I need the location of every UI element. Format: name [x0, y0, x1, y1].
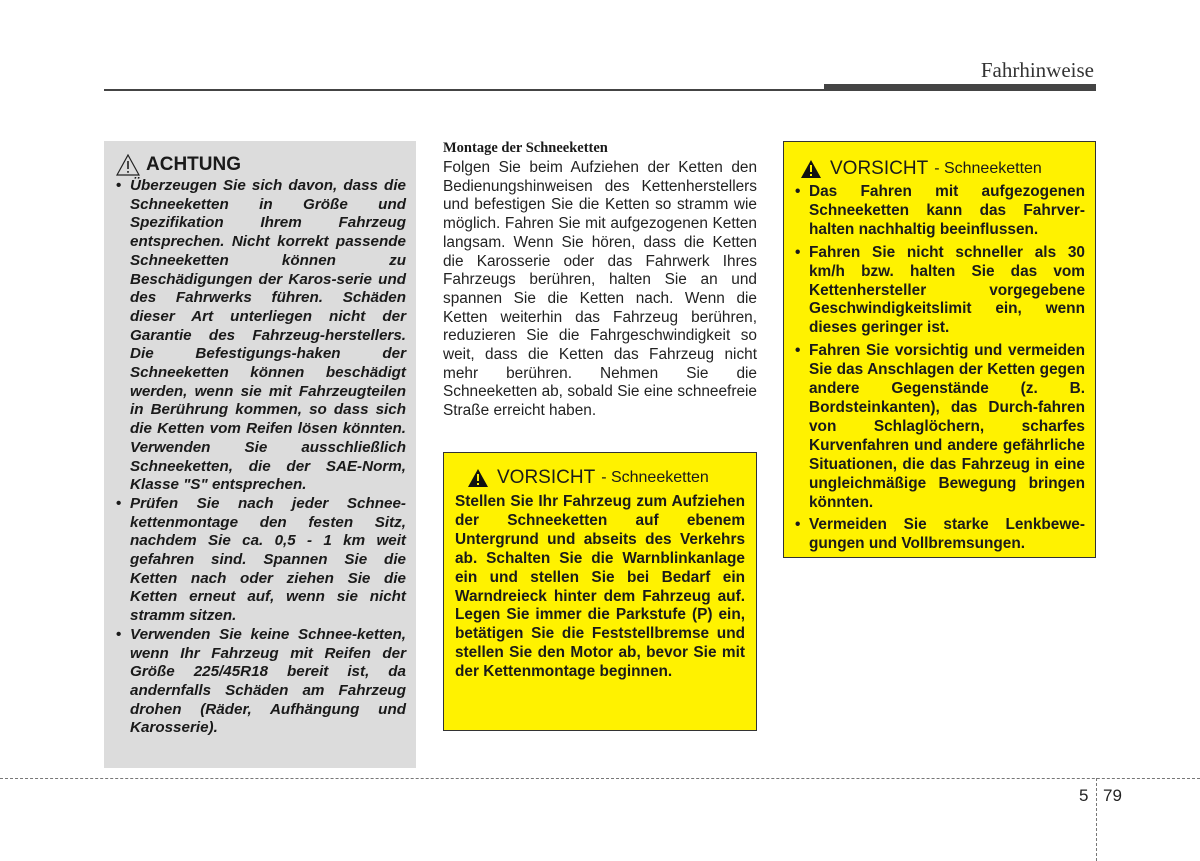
achtung-list — [114, 177, 406, 738]
vorsicht-box-mid — [443, 452, 757, 731]
vorsicht-heading — [800, 158, 1085, 180]
vorsicht-heading — [467, 467, 745, 489]
vorsicht-text: Stellen Sie Ihr Fahrzeug zum Aufziehen der Schneeketten auf ebenem Untergrund und abseits des Verkehrs ab. Schalten Sie die Warnblinkanlage ein und stellen Sie bei Bedarf ein Warndreieck hinter dem Fahrzeug auf. Legen Sie immer die Parkstufe (P) ein, betätigen Sie die Feststellbremse und stellen Sie den Motor ab, bevor Sie mit der Kettenmontage beginnen. — [455, 493, 745, 681]
warning-triangle-icon — [467, 468, 489, 488]
vorsicht-item: • Fahren Sie nicht schneller als 30 km/h bzw. halten Sie das vom Kettenhersteller vorgegebene Geschwindigkeitslimit ein, wenn dieses geringer ist. — [792, 244, 1085, 339]
header-title: Fahrhinweise — [980, 58, 1094, 82]
montage-body: Folgen Sie beim Aufziehen der Ketten den Bedienungshinweisen des Kettenherstellers und befestigen Sie die Ketten so stramm wie möglich. Fahren Sie mit aufgezogenen Ketten langsam. Wenn Sie hören, dass die Ketten die Karosserie oder das Fahrwerk Ihres Fahrzeugs berühren, halten Sie an und spannen Sie die Ketten nach. Wenn die Ketten weiterhin das Fahrzeug berühren, reduzieren Sie die Fahrgeschwindigkeit so weit, dass die Ketten das Fahrzeug nicht mehr berühren. Nehmen Sie die Schneeketten ab, sobald Sie eine schneefreie Straße erreicht haben. — [443, 159, 757, 420]
vorsicht-item: • Das Fahren mit aufgezogenen Schneeketten kann das Fahrver-halten nachhaltig beeinflussen. — [792, 183, 1085, 240]
vorsicht-title: VORSICHT — [497, 467, 596, 488]
achtung-item: • Überzeugen Sie sich davon, dass die Schneeketten in Größe und Spezifikation Ihrem Fahrzeug entsprechen. Nicht korrekt passende Schneeketten können zu Beschädigungen der Karos-serie und des Fahrwerks führen. Schäden dieser Art unterliegen nicht der Garantie des Fahrzeug-herstellers. Die Befestigungs-haken der Schneeketten können beschädigt werden, wenn sie mit Fahrzeugteilen in Berührung kommen, so dass sich die Ketten vom Reifen lösen könnten. Verwenden Sie ausschließlich Schneeketten, die der SAE-Norm, Klasse "S" entsprechen. — [114, 177, 406, 495]
achtung-box — [104, 141, 416, 768]
chapter-number: 5 — [1079, 786, 1089, 805]
vorsicht-list — [792, 183, 1085, 554]
header-rule-accent — [824, 84, 1096, 91]
achtung-heading — [116, 153, 406, 177]
vorsicht-box-right — [783, 141, 1096, 558]
footer-rule — [0, 778, 1200, 779]
footer-divider — [1096, 778, 1097, 861]
vorsicht-item: • Fahren Sie vorsichtig und vermeiden Sie das Anschlagen der Ketten gegen andere Gegenstände (z. B. Bordsteinkanten), das Durch-fahren von Schlaglöchern, scharfes Kurvenfahren und andere gefährliche Situationen, die das Fahrzeug in eine ungleichmäßige Bewegung bringen könnten. — [792, 342, 1085, 512]
achtung-item: • Prüfen Sie nach jeder Schnee-kettenmontage den festen Sitz, nachdem Sie ca. 0,5 - 1 km weit gefahren sind. Spannen Sie die Ketten nach oder ziehen Sie die Ketten erneut auf, wenn sie nicht stramm sitzen. — [114, 495, 406, 626]
montage-heading: Montage der Schneeketten — [443, 140, 608, 156]
vorsicht-title: VORSICHT — [830, 158, 929, 179]
vorsicht-subtitle: - Schneeketten — [601, 469, 709, 486]
warning-triangle-icon — [800, 159, 822, 179]
montage-section — [443, 140, 757, 421]
vorsicht-item: • Vermeiden Sie starke Lenkbewe-gungen und Vollbremsungen. — [792, 516, 1085, 554]
achtung-item: • Verwenden Sie keine Schnee-ketten, wenn Ihr Fahrzeug mit Reifen der Größe 225/45R18 bereit ist, da andernfalls Schäden am Fahrzeug drohen (Räder, Aufhängung und Karosserie). — [114, 626, 406, 738]
achtung-title: ACHTUNG — [146, 154, 241, 175]
vorsicht-subtitle: - Schneeketten — [934, 160, 1042, 177]
page-number: 79 — [1103, 786, 1122, 805]
header-rule — [104, 89, 824, 91]
warning-triangle-icon — [116, 154, 140, 176]
